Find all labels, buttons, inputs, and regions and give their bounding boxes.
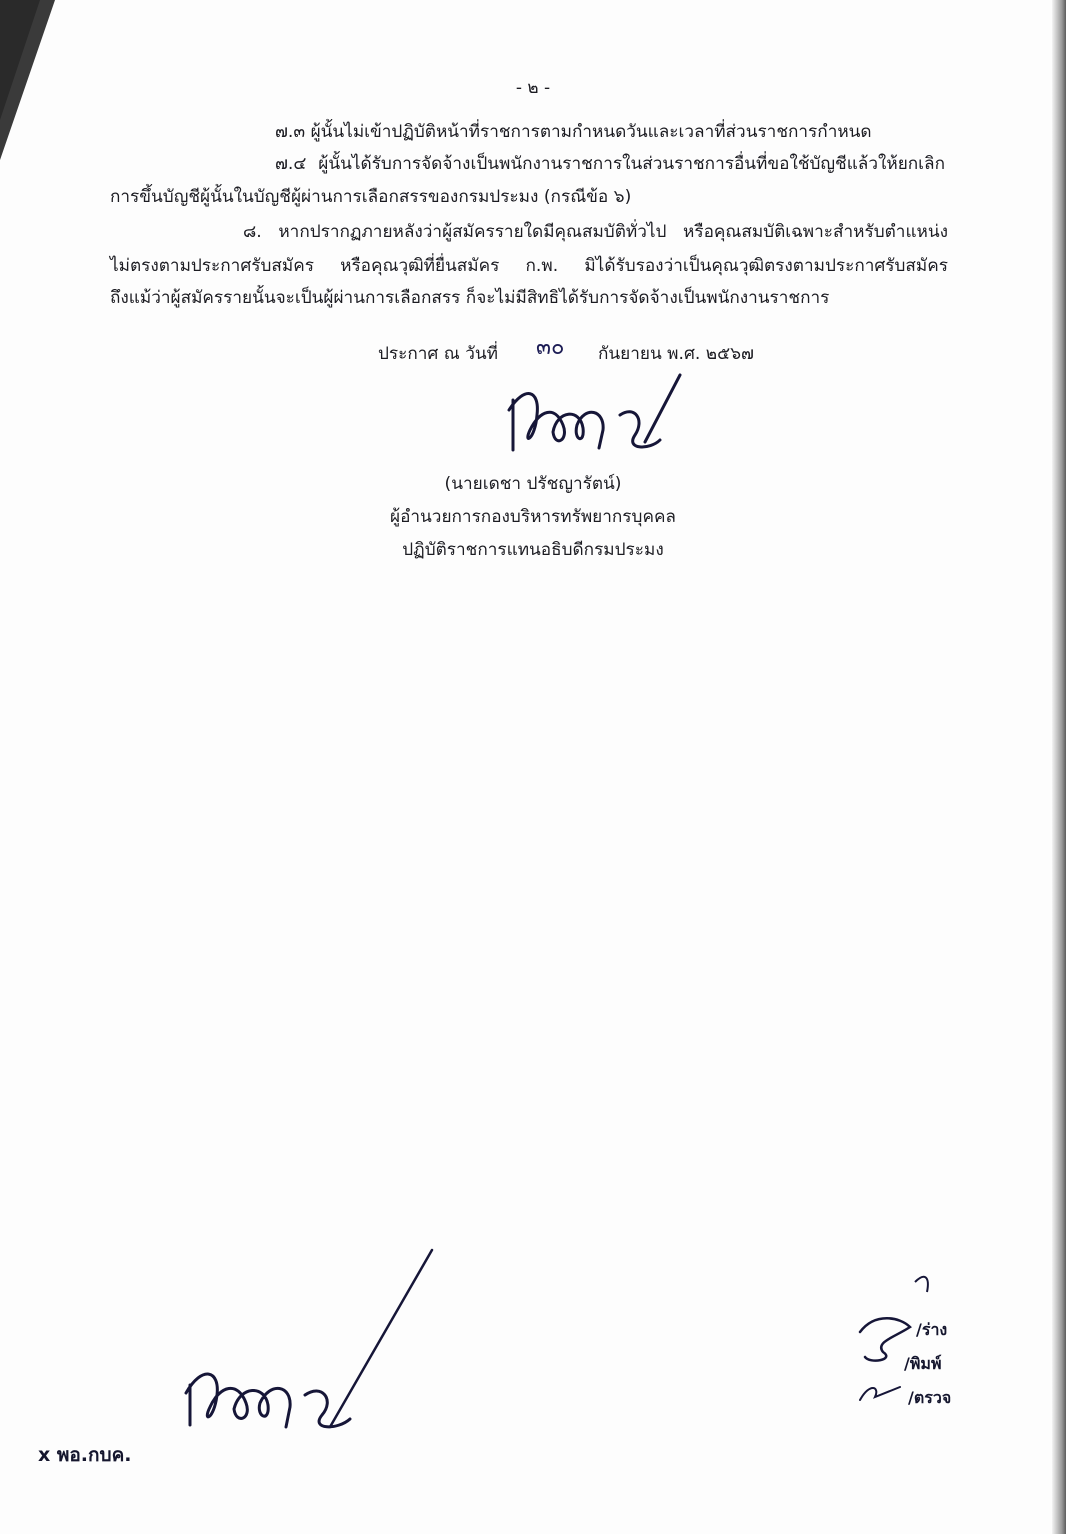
announcement-day-handwritten: ๓๐ [536,335,565,360]
signer-name: (นายเดชา ปรัชญารัตน์) [444,474,622,494]
signer-position: ผู้อำนวยการกองบริหารทรัพยากรบุคคล [390,507,676,527]
stamp-print: /พิมพ์ [904,1354,942,1373]
page-edge-shadow [1052,0,1066,1534]
paragraph-8-line3: ถึงแม้ว่าผู้สมัครรายนั้นจะเป็นผู้ผ่านการเลือกสรร ก็จะไม่มีสิทธิได้รับการจัดจ้างเป็นพนักงานราชการ [110,288,830,308]
stamp-print-label: พิมพ์ [909,1354,942,1373]
paragraph-7-3: ๗.๓ ผู้นั้นไม่เข้าปฏิบัติหน้าที่ราชการตามกำหนดวันและเวลาที่ส่วนราชการกำหนด [275,122,872,142]
stamp-check: /ตรวจ [908,1388,952,1407]
announcement-date-prefix: ประกาศ ณ วันที่ [378,344,498,364]
stamp-check-label: ตรวจ [913,1388,952,1407]
signature-main [485,370,695,470]
stamp-draft-label: ร่าง [921,1320,948,1339]
paragraph-7-4-line2: การขึ้นบัญชีผู้นั้นในบัญชีผู้ผ่านการเลือกสรรของกรมประมง (กรณีข้อ ๖) [110,187,632,207]
stamp-draft: /ร่าง [916,1320,948,1339]
paragraph-8-line2: ไม่ตรงตามประกาศรับสมัคร หรือคุณวุฒิที่ยื่นสมัคร ก.พ. มิได้รับรองว่าเป็นคุณวุฒิตรงตามประกาศรับสมัคร [110,256,948,276]
signer-acting-for: ปฏิบัติราชการแทนอธิบดีกรมประมง [402,540,664,560]
handwritten-note-left: x พอ.กบค. [38,1444,132,1466]
signature-bottom [170,1245,445,1445]
page-number: - ๒ - [515,78,551,98]
paragraph-7-4-line1: ๗.๔ ผู้นั้นได้รับการจัดจ้างเป็นพนักงานราชการในส่วนราชการอื่นที่ขอใช้บัญชีแล้วให้ยกเลิก [275,154,945,174]
paragraph-8-line1: ๘. หากปรากฏภายหลังว่าผู้สมัครรายใดมีคุณสมบัติทั่วไป หรือคุณสมบัติเฉพาะสำหรับตำแหน่ง [243,222,948,242]
announcement-month-year: กันยายน พ.ศ. ๒๕๖๗ [598,344,754,364]
